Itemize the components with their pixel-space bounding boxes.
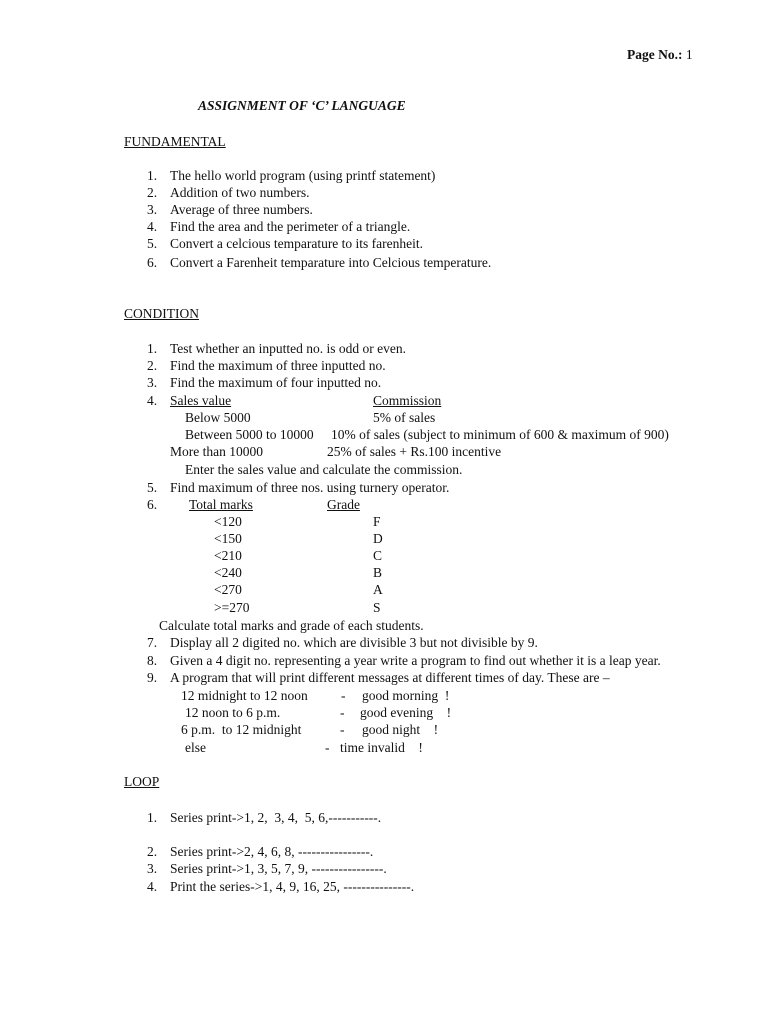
list-item-num: 1. xyxy=(147,168,158,183)
grade-letter: D xyxy=(373,531,383,546)
list-item-num: 3. xyxy=(147,861,158,876)
sales-range: Below 5000 xyxy=(185,410,251,425)
page-number-value: 1 xyxy=(685,47,693,62)
list-item: Given a 4 digit no. representing a year write a program to find out whether it is a leap year. xyxy=(170,653,661,668)
time-dash: - xyxy=(341,688,346,703)
list-item-num: 1. xyxy=(147,341,158,356)
list-item: Series print->2, 4, 6, 8, ----------------. xyxy=(170,844,374,859)
time-message: good evening ! xyxy=(360,705,452,720)
time-dash: - xyxy=(325,740,330,755)
page-number-label xyxy=(627,46,693,63)
list-item-num: 8. xyxy=(147,653,158,668)
grade-letter: B xyxy=(373,565,383,580)
list-item: Convert a Farenheit temparature into Celcious temperature. xyxy=(170,255,492,270)
list-item-num: 2. xyxy=(147,358,158,373)
list-item: Display all 2 digited no. which are divisible 3 but not divisible by 9. xyxy=(170,635,538,650)
list-item-num: 3. xyxy=(147,202,158,217)
time-range: else xyxy=(185,740,206,755)
section-heading-loop: LOOP xyxy=(124,774,160,789)
list-item: The hello world program (using printf statement) xyxy=(170,168,436,183)
sales-commission: 25% of sales + Rs.100 incentive xyxy=(327,444,502,459)
section-heading-fundamental: FUNDAMENTAL xyxy=(124,134,226,149)
sales-commission: 10% of sales (subject to minimum of 600 & maximum of 900) xyxy=(331,427,669,442)
list-item: Find the area and the perimeter of a triangle. xyxy=(170,219,411,234)
grade-letter: F xyxy=(373,514,381,529)
time-message: time invalid ! xyxy=(340,740,423,755)
time-message: good morning ! xyxy=(362,688,450,703)
list-item-num: 4. xyxy=(147,879,158,894)
list-item-num: 5. xyxy=(147,480,158,495)
list-item-num: 4. xyxy=(147,219,158,234)
list-item-num: 2. xyxy=(147,844,158,859)
list-item-num: 7. xyxy=(147,635,158,650)
grade-letter: A xyxy=(373,582,383,597)
commission-header: Commission xyxy=(373,393,442,408)
list-item: Print the series->1, 4, 9, 16, 25, ---------------. xyxy=(170,879,415,894)
sales-note: Enter the sales value and calculate the commission. xyxy=(185,462,463,477)
list-item-num: 1. xyxy=(147,810,158,825)
list-item-num: 6. xyxy=(147,255,158,270)
grade-marks: >=270 xyxy=(214,600,250,615)
list-item: Series print->1, 2, 3, 4, 5, 6,-----------. xyxy=(170,810,382,825)
list-item-num: 6. xyxy=(147,497,158,512)
list-item-num: 4. xyxy=(147,393,158,408)
section-heading-condition: CONDITION xyxy=(124,306,199,321)
total-marks-header: Total marks xyxy=(189,497,253,512)
grade-header: Grade xyxy=(327,497,360,512)
sales-range: More than 10000 xyxy=(170,444,263,459)
list-item: A program that will print different messages at different times of day. These are – xyxy=(170,670,610,685)
list-item-num: 5. xyxy=(147,236,158,251)
time-range: 12 noon to 6 p.m. xyxy=(185,705,281,720)
grade-note: Calculate total marks and grade of each students. xyxy=(159,618,424,633)
sales-commission: 5% of sales xyxy=(373,410,436,425)
time-dash: - xyxy=(340,722,345,737)
time-range: 6 p.m. to 12 midnight xyxy=(181,722,302,737)
list-item: Addition of two numbers. xyxy=(170,185,310,200)
time-dash: - xyxy=(340,705,345,720)
list-item: Convert a celcious temparature to its farenheit. xyxy=(170,236,424,251)
time-message: good night ! xyxy=(362,722,439,737)
document-title: ASSIGNMENT OF ‘C’ LANGUAGE xyxy=(198,98,406,113)
list-item-num: 2. xyxy=(147,185,158,200)
grade-marks: <240 xyxy=(214,565,242,580)
list-item: Find the maximum of three inputted no. xyxy=(170,358,386,373)
list-item-num: 9. xyxy=(147,670,158,685)
list-item: Find the maximum of four inputted no. xyxy=(170,375,382,390)
list-item: Find maximum of three nos. using turnery operator. xyxy=(170,480,450,495)
list-item: Series print->1, 3, 5, 7, 9, ----------------. xyxy=(170,861,387,876)
grade-letter: C xyxy=(373,548,383,563)
sales-value-header: Sales value xyxy=(170,393,232,408)
grade-marks: <210 xyxy=(214,548,242,563)
sales-range: Between 5000 to 10000 xyxy=(185,427,314,442)
time-range: 12 midnight to 12 noon xyxy=(181,688,308,703)
list-item-num: 3. xyxy=(147,375,158,390)
list-item: Average of three numbers. xyxy=(170,202,313,217)
list-item: Test whether an inputted no. is odd or even. xyxy=(170,341,406,356)
grade-marks: <150 xyxy=(214,531,242,546)
grade-letter: S xyxy=(373,600,381,615)
grade-marks: <270 xyxy=(214,582,242,597)
grade-marks: <120 xyxy=(214,514,242,529)
page-label-text: Page No.: xyxy=(627,47,683,62)
